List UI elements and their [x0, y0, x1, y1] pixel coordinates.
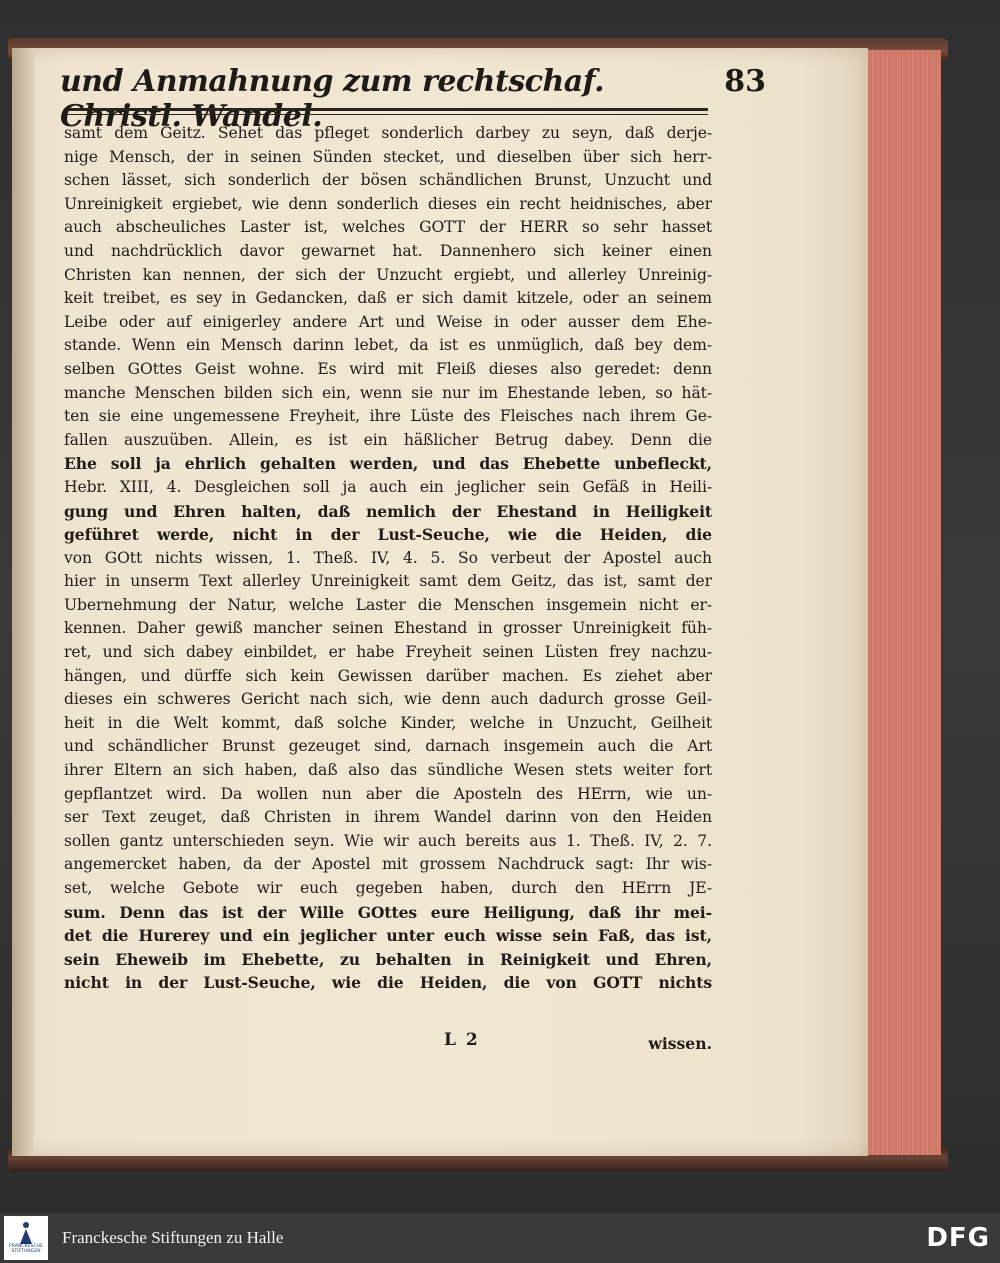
text-line: geführet werde, nicht in der Lust-Seuche, wie die Heiden, die [64, 525, 712, 545]
text-line: selben GOttes Geist wohne. Es wird mit Fleiß dieses also geredet: denn [64, 359, 712, 378]
running-title: und Anmahnung zum rechtschaf. Christl. Wandel. [60, 64, 605, 134]
text-line: sein Eheweib im Ehebette, zu behalten in Reinigkeit und Ehren, [64, 949, 712, 969]
text-line: sum. Denn das ist der Wille GOttes eure Heiligung, daß ihr mei- [64, 902, 712, 922]
text-line: set, welche Gebote wir euch gegeben haben, durch den HErrn JE- [64, 879, 712, 897]
signature-mark: L 2 [444, 1030, 480, 1050]
page-number: 83 [724, 64, 766, 99]
text-line: ret, und sich dabey einbildet, er habe Freyheit seinen Lüsten frey nachzu- [64, 643, 712, 662]
text-line: stande. Wenn ein Mensch darinn lebet, da ist es unmüglich, daß bey dem- [64, 336, 712, 355]
dfg-logo[interactable]: DFG [926, 1223, 990, 1253]
text-line: schen lässet, sich sonderlich der bösen schändlichen Brunst, Unzucht und [64, 171, 712, 190]
text-line: det die Hurerey und ein jeglicher unter euch wisse sein Faß, das ist, [64, 926, 712, 946]
text-line: hängen, und dürffe sich kein Gewissen darüber machen. Es ziehet aber [64, 666, 712, 685]
text-line: Unreinigkeit ergiebet, wie denn sonderlich dieses ein recht heidnisches, aber [64, 194, 712, 213]
text-line: samt dem Geitz. Sehet das pfleget sonderlich darbey zu seyn, daß derje- [64, 124, 712, 142]
text-line: sollen gantz unterschieden seyn. Wie wir auch bereits aus 1. Theß. IV, 2. 7. [64, 831, 712, 850]
text-line: gepflantzet wird. Da wollen nun aber die Aposteln des HErrn, wie un- [64, 784, 712, 803]
text-line: ser Text zeuget, daß Christen in ihrem Wandel darinn von den Heiden [64, 808, 712, 827]
catchword: wissen. [648, 1034, 712, 1053]
logo-caption: FRANCKESCHE STIFTUNGEN [9, 1244, 43, 1254]
text-line: von GOtt nichts wissen, 1. Theß. IV, 4. 5. So verbeut der Apostel auch [64, 548, 712, 567]
text-line: Ubernehmung der Natur, welche Laster die Menschen insgemein nicht er- [64, 595, 712, 614]
text-line: ihrer Eltern an sich haben, daß also das sündliche Wesen stets weiter fort [64, 761, 712, 780]
page-gutter [12, 48, 34, 1156]
text-line: kennen. Daher gewiß mancher seinen Ehestand in grosser Unreinigkeit füh- [64, 619, 712, 638]
text-line: Ehe soll ja ehrlich gehalten werden, und das Ehebette unbefleckt, [64, 454, 712, 474]
text-line: Hebr. XIII, 4. Desgleichen soll ja auch ein jeglicher sein Gefäß in Heili- [64, 477, 712, 496]
text-line: gung und Ehren halten, daß nemlich der Ehestand in Heiligkeit [64, 501, 712, 521]
text-line: ten sie eine ungemessene Freyheit, ihre Lüste des Fleisches nach ihrem Ge- [64, 407, 712, 426]
page-footer [64, 1030, 712, 1056]
text-line: fallen auszuüben. Allein, es ist ein häßlicher Betrug dabey. Denn die [64, 430, 712, 449]
text-line: dieses ein schweres Gericht nach sich, wie denn auch dadurch grosse Geil- [64, 690, 712, 709]
text-line: und nachdrücklich davor gewarnet hat. Dannenhero sich keiner einen [64, 241, 712, 260]
text-line: heit in die Welt kommt, daß solche Kinder, welche in Unzucht, Geilheit [64, 713, 712, 732]
text-line: auch abscheuliches Laster ist, welches GOTT der HERR so sehr hasset [64, 218, 712, 237]
body-text [64, 122, 712, 995]
viewer-footer-bar [0, 1213, 1000, 1263]
text-line: nige Mensch, der in seinen Sünden stecket, und dieselben über sich herr- [64, 147, 712, 166]
institution-name[interactable]: Franckesche Stiftungen zu Halle [62, 1228, 284, 1247]
text-line: Leibe oder auf einigerley andere Art und Weise in oder ausser dem Ehe- [64, 312, 712, 331]
text-line: Christen kan nennen, der sich der Unzucht ergiebt, und allerley Unreinig- [64, 265, 712, 284]
foundation-emblem-icon [18, 1222, 34, 1244]
text-line: und schändlicher Brunst gezeuget sind, darnach insgemein auch die Art [64, 737, 712, 756]
red-page-edges [862, 50, 941, 1155]
text-line: nicht in der Lust-Seuche, wie die Heiden, die von GOTT nichts [64, 973, 712, 993]
header-rule [68, 108, 708, 111]
text-line: keit treibet, es sey in Gedancken, daß er sich damit kitzele, oder an seinem [64, 289, 712, 308]
text-line: angemercket haben, da der Apostel mit grossem Nachdruck sagt: Ihr wis- [64, 855, 712, 874]
franckesche-logo[interactable] [4, 1216, 48, 1260]
text-line: hier in unserm Text allerley Unreinigkeit samt dem Geitz, das ist, samt der [64, 572, 712, 591]
text-line: manche Menschen bilden sich ein, wenn sie nur im Ehestande leben, so hät- [64, 383, 712, 402]
